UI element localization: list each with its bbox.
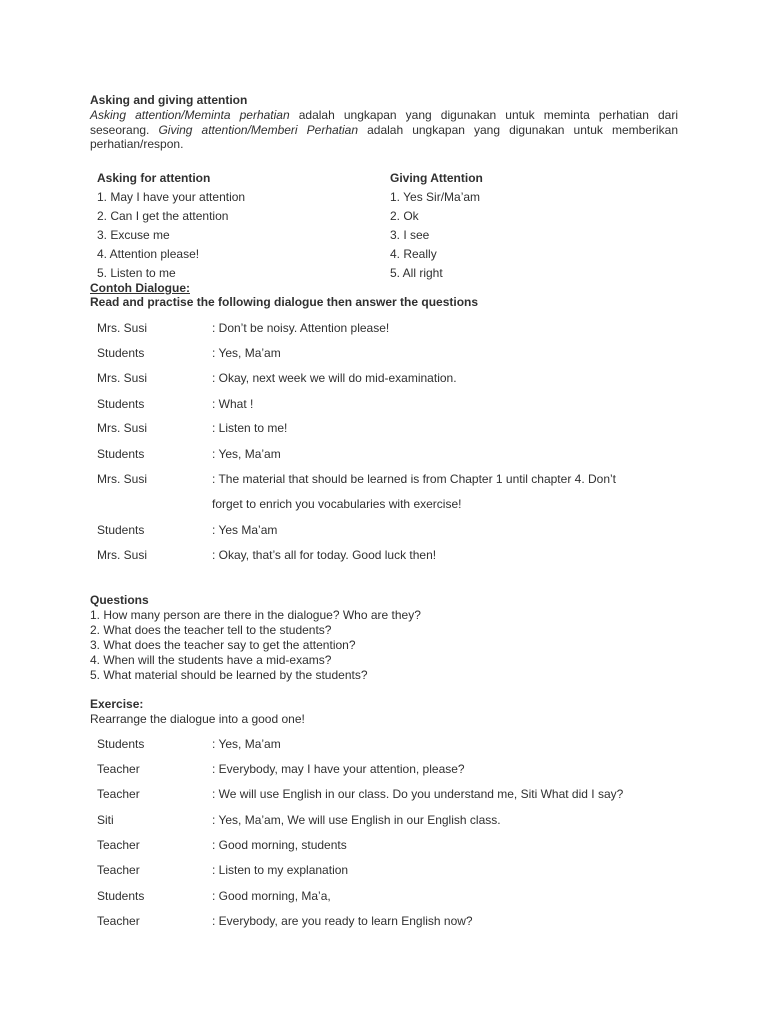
giving-item: 5. All right (390, 266, 443, 280)
exercise-speaker: Teacher (97, 863, 140, 877)
exercise-row (0, 787, 768, 801)
question-item: 4. When will the students have a mid-exams? (90, 653, 332, 667)
exercise-speaker: Siti (97, 813, 114, 827)
exercise-line: : Everybody, are you ready to learn English now? (212, 914, 473, 928)
section-title: Asking and giving attention (90, 93, 248, 107)
exercise-speaker: Teacher (97, 914, 140, 928)
dialogue-speaker: Students (97, 397, 145, 411)
asking-item: 5. Listen to me (97, 266, 176, 280)
dialogue-speaker: Students (97, 447, 145, 461)
asking-item: 3. Excuse me (97, 228, 170, 242)
giving-item: 1. Yes Sir/Ma’am (390, 190, 481, 204)
exercise-speaker: Teacher (97, 787, 140, 801)
dialogue-row (0, 397, 768, 411)
exercise-line: : Listen to my explanation (212, 863, 349, 877)
exercise-heading: Exercise: (90, 697, 144, 711)
dialogue-row (0, 421, 768, 435)
dialogue-line: forget to enrich you vocabularies with exercise! (212, 497, 462, 511)
dialogue-row (0, 497, 768, 511)
question-item: 5. What material should be learned by the students? (90, 668, 368, 682)
dialogue-speaker: Mrs. Susi (97, 371, 148, 385)
exercise-row (0, 813, 768, 827)
dialogue-line: : Okay, next week we will do mid-examination. (212, 371, 457, 385)
exercise-line: : Yes, Ma’am, We will use English in our English class. (212, 813, 501, 827)
dialogue-speaker: Mrs. Susi (97, 321, 148, 335)
giving-item: 3. I see (390, 228, 430, 242)
giving-heading: Giving Attention (390, 171, 483, 185)
exercise-speaker: Students (97, 737, 145, 751)
dialogue-line: : Yes, Ma’am (212, 346, 281, 360)
dialogue-line: : Yes, Ma’am (212, 447, 281, 461)
dialogue-row (0, 548, 768, 562)
questions-heading: Questions (90, 593, 149, 607)
dialogue-instruction: Read and practise the following dialogue then answer the questions (90, 295, 479, 309)
dialogue-speaker: Mrs. Susi (97, 472, 148, 486)
dialogue-row (0, 371, 768, 385)
exercise-line: : Everybody, may I have your attention, please? (212, 762, 465, 776)
asking-item: 4. Attention please! (97, 247, 200, 261)
dialogue-speaker: Students (97, 346, 145, 360)
exercise-row (0, 914, 768, 928)
asking-item: 1. May I have your attention (97, 190, 246, 204)
asking-heading: Asking for attention (97, 171, 211, 185)
giving-item: 2. Ok (390, 209, 419, 223)
dialogue-line: : Don’t be noisy. Attention please! (212, 321, 390, 335)
intro-term-giving: Giving attention/Memberi Perhatian (158, 122, 359, 137)
exercise-row (0, 737, 768, 751)
intro-text-1: adalah ungkapan yang digunakan untuk meminta perhatian dari seseorang. (90, 108, 678, 137)
question-item: 1. How many person are there in the dialogue? Who are they? (90, 608, 421, 622)
exercise-instruction: Rearrange the dialogue into a good one! (90, 712, 305, 726)
exercise-line: : Good morning, students (212, 838, 347, 852)
dialogue-line: : What ! (212, 397, 254, 411)
dialogue-line: : Okay, that’s all for today. Good luck then! (212, 548, 437, 562)
dialogue-line: : Listen to me! (212, 421, 288, 435)
dialogue-row (0, 346, 768, 360)
intro-term-asking: Asking attention/Meminta perhatian (90, 108, 290, 122)
exercise-line: : Yes, Ma’am (212, 737, 281, 751)
question-item: 2. What does the teacher tell to the students? (90, 623, 332, 637)
dialogue-line: : Yes Ma’am (212, 523, 278, 537)
exercise-speaker: Teacher (97, 762, 140, 776)
asking-item: 2. Can I get the attention (97, 209, 229, 223)
exercise-row (0, 838, 768, 852)
exercise-speaker: Teacher (97, 838, 140, 852)
dialogue-line: : The material that should be learned is from Chapter 1 until chapter 4. Don’t (212, 472, 616, 486)
dialogue-speaker: Mrs. Susi (97, 548, 148, 562)
dialogue-row (0, 523, 768, 537)
exercise-line: : Good morning, Ma’a, (212, 889, 331, 903)
exercise-line: : We will use English in our class. Do you understand me, Siti What did I say? (212, 787, 624, 801)
contoh-heading: Contoh Dialogue: (90, 281, 190, 295)
dialogue-row (0, 321, 768, 335)
exercise-row (0, 762, 768, 776)
dialogue-row (0, 447, 768, 461)
exercise-row (0, 863, 768, 877)
question-item: 3. What does the teacher say to get the attention? (90, 638, 356, 652)
dialogue-speaker: Students (97, 523, 145, 537)
dialogue-row (0, 472, 768, 486)
exercise-speaker: Students (97, 889, 145, 903)
intro-paragraph (90, 108, 678, 152)
exercise-row (0, 889, 768, 903)
intro-text-2: adalah ungkapan yang digunakan untuk memberikan perhatian/respon. (90, 122, 678, 151)
dialogue-speaker: Mrs. Susi (97, 421, 148, 435)
giving-item: 4. Really (390, 247, 437, 261)
